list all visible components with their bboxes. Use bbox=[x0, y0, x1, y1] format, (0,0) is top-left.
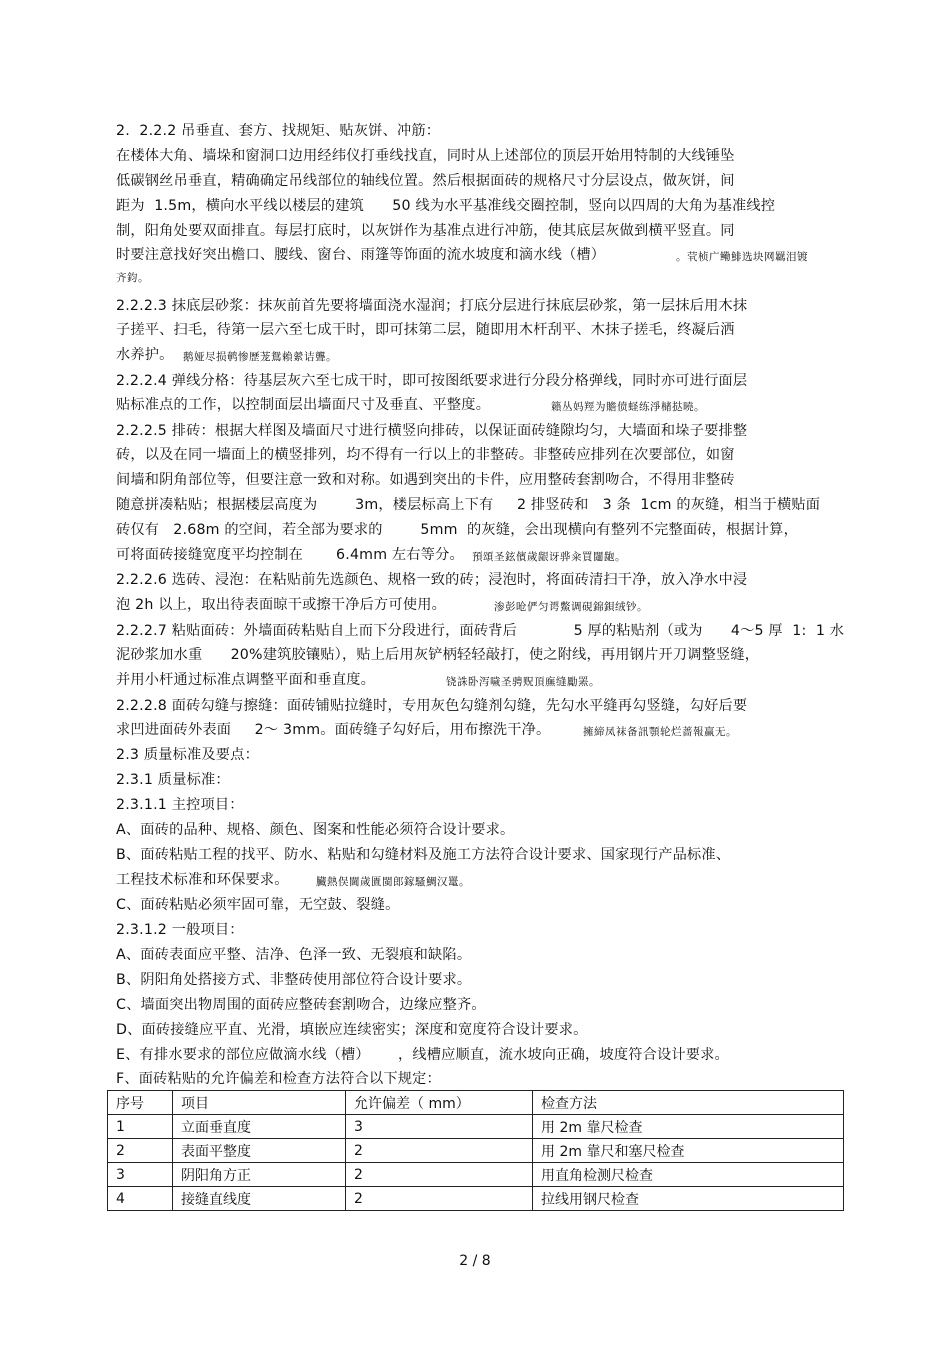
table-cell: 用 2m 靠尺检查 bbox=[533, 1115, 844, 1139]
table-cell: 2 bbox=[108, 1139, 173, 1163]
paragraph-line: 间墙和阴角部位等，但要注意一致和对称。如遇到突出的卡件，应用整砖套割吻合，不得用非整砖 bbox=[116, 472, 735, 488]
heading-2-2-2-2: 2. 2.2.2 吊垂直、套方、找规矩、贴灰饼、冲筋： bbox=[116, 123, 441, 139]
heading-2-2-2-4: 2.2.2.4 弹线分格：待基层灰六至七成干时，即可按图纸要求进行分段分格弹线，同时亦可进行面层 bbox=[116, 373, 748, 389]
heading-2-2-2-8: 2.2.2.8 面砖勾缝与擦缝：面砖铺贴拉缝时，专用灰色勾缝剂勾缝，先勾水平缝再勾竖缝，勾好后要 bbox=[116, 698, 748, 714]
table-cell: 立面垂直度 bbox=[173, 1115, 346, 1139]
table-cell: 3 bbox=[346, 1115, 533, 1139]
table-row bbox=[108, 1139, 844, 1163]
paragraph-line: 距为 1.5m，横向水平线以楼层的建筑 50 线为水平基准线交圈控制，竖向以四周的大角为基准线控 bbox=[116, 198, 776, 214]
table-cell: 用 2m 靠尺和塞尺检查 bbox=[533, 1139, 844, 1163]
heading-2-3-1-1: 2.3.1.1 主控项目： bbox=[116, 797, 244, 813]
watermark-text: 籟丛妈羥为贍偾蛏练淨槠挞曉。 bbox=[551, 401, 705, 413]
paragraph-line: 砖，以及在同一墙面上的横竖排列，均不得有一行以上的非整砖。非整砖应排列在次要部位，如窗 bbox=[116, 447, 735, 463]
table-cell: 表面平整度 bbox=[173, 1139, 346, 1163]
watermark-text: 。茕桢广鳓鯡选块网羈泪镀 bbox=[676, 251, 808, 263]
table-cell: 2 bbox=[346, 1187, 533, 1211]
table-cell: 2 bbox=[346, 1163, 533, 1187]
paragraph-line: 水养护。 bbox=[116, 347, 174, 363]
heading-2-2-2-5: 2.2.2.5 排砖：根据大样图及墙面尺寸进行横竖向排砖，以保证面砖缝隙均匀，大墙面和垛子要排整 bbox=[116, 423, 748, 439]
table-header-cell: 项目 bbox=[173, 1091, 346, 1115]
heading-2-2-2-7: 2.2.2.7 粘贴面砖：外墙面砖粘贴自上而下分段进行，面砖背后 5 厚的粘贴剂（或为 4～5 厚 1: 1 水 bbox=[116, 623, 845, 639]
watermark-text: 臟熱俣閫歲匱閩郎鎵騷鯛汉鼍。 bbox=[316, 876, 470, 888]
table-cell: 1 bbox=[108, 1115, 173, 1139]
table-cell: 3 bbox=[108, 1163, 173, 1187]
paragraph-line: 低碳钢丝吊垂直，精确确定吊线部位的轴线位置。然后根据面砖的规格尺寸分层设点，做灰饼，间 bbox=[116, 173, 735, 189]
paragraph-line: 砖仅有 2.68m 的空间，若全部为要求的 5mm 的灰缝，会出现横向有整列不完整面砖，根据计算， bbox=[116, 522, 798, 538]
table-cell: 拉线用钢尺检查 bbox=[533, 1187, 844, 1211]
table-cell: 2 bbox=[346, 1139, 533, 1163]
table-cell: 4 bbox=[108, 1187, 173, 1211]
table-cell: 接缝直线度 bbox=[173, 1187, 346, 1211]
watermark-text: 預頌圣鉉儐歲龈讶骅籴買闥龅。 bbox=[472, 551, 626, 563]
table-header-row bbox=[108, 1091, 844, 1115]
list-item: F、面砖粘贴的允许偏差和检查方法符合以下规定： bbox=[116, 1071, 441, 1087]
table-header-cell: 序号 bbox=[108, 1091, 173, 1115]
paragraph-line: 贴标准点的工作，以控制面层出墙面尺寸及垂直、平整度。 bbox=[116, 397, 491, 413]
paragraph-line: 泥砂浆加水重 20%建筑胶镶贴），贴上后用灰铲柄轻轻敲打，使之附线，再用钢片开刀调整竖缝， bbox=[116, 647, 760, 663]
table-cell: 阴阳角方正 bbox=[173, 1163, 346, 1187]
list-item: D、面砖接缝应平直、光滑，填嵌应连续密实；深度和宽度符合设计要求。 bbox=[116, 1022, 588, 1038]
list-item: 工程技术标准和环保要求。 bbox=[116, 872, 289, 888]
watermark-text: 齐鈞。 bbox=[116, 272, 149, 284]
paragraph-line: 随意拼凑粘贴；根据楼层高度为 3m，楼层标高上下有 2 排竖砖和 3 条 1cm 的灰缝，相当于横贴面 bbox=[116, 497, 821, 513]
table-row bbox=[108, 1187, 844, 1211]
paragraph-line: 时要注意找好突出檐口、腰线、窗台、雨篷等饰面的流水坡度和滴水线（槽） bbox=[116, 247, 606, 263]
list-item: A、面砖表面应平整、洁净、色泽一致、无裂痕和缺陷。 bbox=[116, 947, 472, 963]
list-item: E、有排水要求的部位应做滴水线（槽） ，线槽应顺直，流水坡向正确，坡度符合设计要求。 bbox=[116, 1047, 729, 1063]
list-item: C、面砖粘贴必须牢固可靠，无空鼓、裂缝。 bbox=[116, 897, 400, 913]
paragraph-line: 泡 2h 以上，取出待表面晾干或擦干净后方可使用。 bbox=[116, 597, 446, 613]
list-item: B、面砖粘贴工程的找平、防水、粘贴和勾缝材料及施工方法符合设计要求、国家现行产品标准、 bbox=[116, 847, 731, 863]
list-item: B、阴阳角处搭接方式、非整砖使用部位符合设计要求。 bbox=[116, 972, 472, 988]
heading-2-2-2-3: 2.2.2.3 抹底层砂浆：抹灰前首先要将墙面浇水湿润；打底分层进行抹底层砂浆，第一层抹后用木抹 bbox=[116, 298, 748, 314]
watermark-text: 渗彭呛俨匀谔鱉调硯錦鋇绒钞。 bbox=[494, 601, 648, 613]
table-header-cell: 检查方法 bbox=[533, 1091, 844, 1115]
watermark-text: 铙誅卧泻噦圣骋贶頂廡缝勵罴。 bbox=[446, 676, 600, 688]
heading-2-3-1-2: 2.3.1.2 一般项目： bbox=[116, 922, 244, 938]
paragraph-line: 并用小杆通过标准点调整平面和垂直度。 bbox=[116, 672, 375, 688]
watermark-text: 擁締凤袜备訊顎轮烂蔷報赢无。 bbox=[583, 726, 737, 738]
page-number: 2 / 8 bbox=[459, 1253, 491, 1269]
list-item: C、墙面突出物周围的面砖应整砖套割吻合，边缘应整齐。 bbox=[116, 997, 486, 1013]
tolerance-table bbox=[107, 1090, 844, 1211]
paragraph-line: 制，阳角处要双面排直。每层打底时，以灰饼作为基准点进行冲筋，使其底层灰做到横平竖直。同 bbox=[116, 223, 735, 239]
table-header-cell: 允许偏差（ mm） bbox=[346, 1091, 533, 1115]
paragraph-line: 求凹进面砖外表面 2～ 3mm。面砖缝子勾好后，用布擦洗干净。 bbox=[116, 722, 551, 738]
paragraph-line: 可将面砖接缝宽度平均控制在 6.4mm 左右等分。 bbox=[116, 547, 464, 563]
heading-2-3-1: 2.3.1 质量标准： bbox=[116, 772, 230, 788]
heading-2-3: 2.3 质量标准及要点： bbox=[116, 747, 259, 763]
heading-2-2-2-6: 2.2.2.6 选砖、浸泡：在粘贴前先选颜色、规格一致的砖；浸泡时，将面砖清扫干净，放入净水中浸 bbox=[116, 572, 748, 588]
table-row bbox=[108, 1163, 844, 1187]
paragraph-line: 子搓平、扫毛，待第一层六至七成干时，即可抹第二层，随即用木杆刮平、木抹子搓毛，终凝后洒 bbox=[116, 322, 735, 338]
paragraph-line: 在楼体大角、墙垛和窗洞口边用经纬仪打垂线找直，同时从上述部位的顶层开始用特制的大线锤坠 bbox=[116, 148, 735, 164]
table-row bbox=[108, 1115, 844, 1139]
table-cell: 用直角检测尺检查 bbox=[533, 1163, 844, 1187]
list-item: A、面砖的品种、规格、颜色、图案和性能必须符合设计要求。 bbox=[116, 822, 515, 838]
watermark-text: 鹅娅尽损鹌惨歷茏鴛賴縈诘聾。 bbox=[183, 351, 337, 363]
